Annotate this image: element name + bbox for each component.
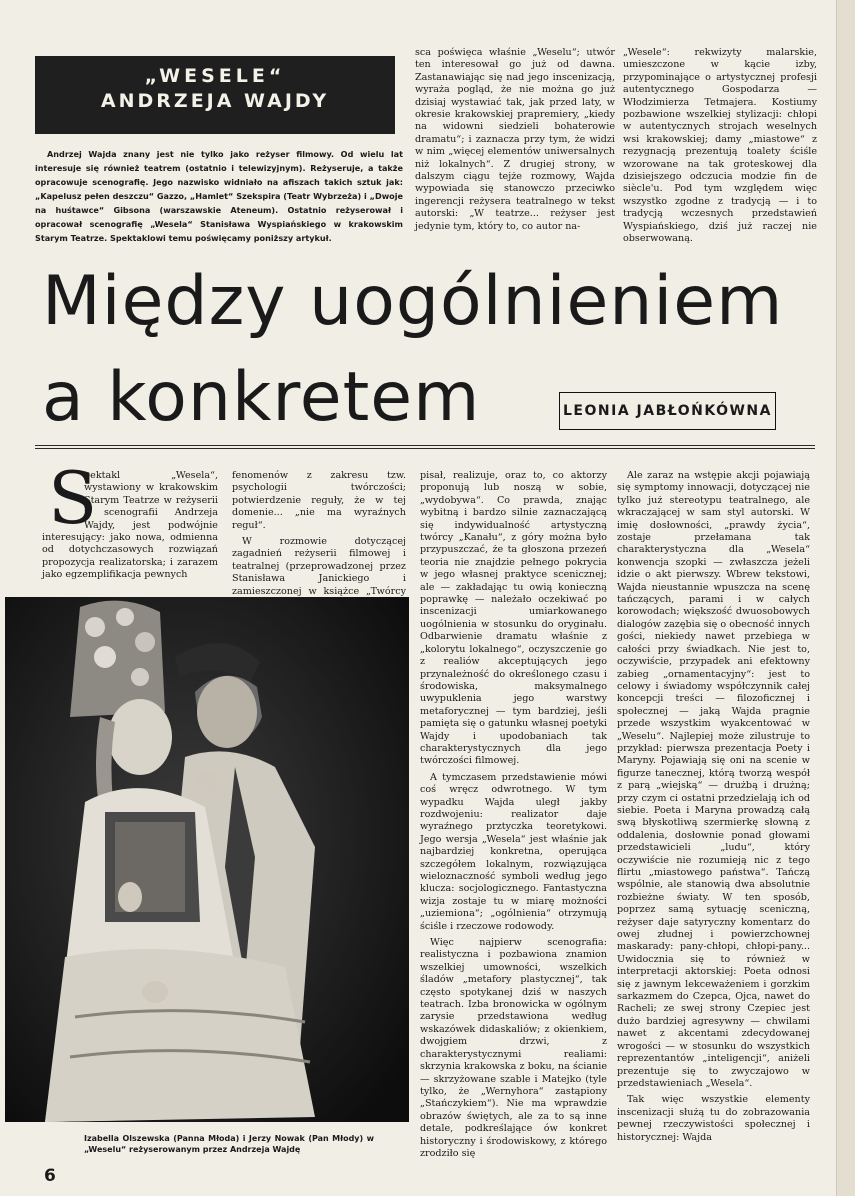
author-name: LEONIA JABŁOŃKÓWNA <box>563 403 772 419</box>
header-box <box>35 56 395 134</box>
drop-cap-space <box>42 470 84 532</box>
column-c-p1: pisał, realizuje, oraz to, co aktorzy proponują lub noszą w sobie, „wydobywa“. Co prawda, znając wybitną i bardzo silnie zaznaczającą się indywidualność artystyczną twórcy „Kanału“, z góry można było przypuszczać, że ta głoszona przezeń teoria nie znajdzie pełnego pokrycia w jego własnej praktyce scenicznej; ale — zakładając tu owią konieczną poprawkę — należało oczekiwać po inscenizacji umiarkowanego uogólnienia w stosunku do oryginału. Odbarwienie dramatu właśnie z „kolorytu lokalnego“, oczyszczenie go z realiów akceptujących jego przynależność do określonego czasu i środowiska, maksymalnego uwypuklenia jego warstwy metaforycznej — tym bardziej, jeśli pamięta się o gatunku własnej poetyki Wajdy i upodobaniach tak charakterystycznych dla jego twórczości filmowej. <box>420 470 607 767</box>
photo-caption: Izabella Olszewska (Panna Młoda) i Jerzy Nowak (Pan Młody) w „Weselu“ reżyserowanym przez Andrzeja Wajdę <box>84 1134 374 1154</box>
column-d-p1: Ale zaraz na wstępie akcji pojawiają się symptomy innowacji, dotyczącej nie tylko już stereotypu teatralnego, ale wkraczającej w sam styl autorski. W imię dosłowności, „prawdy życia“, zostaje przełamana tak charakterystyczna dla „Wesela“ konwencja szopki — zwłaszcza jeżeli idzie o akt pierwszy. Wbrew tekstowi, Wajda nieustannie wpuszcza na scenę tańczących, parami i w całych korowodach; większość dwuosobowych dialogów zazębia się o obecność innych gości, niekiedy nawet przebiega w całości przy świadkach. Nie jest to, oczywiście, przypadek ani efektowny zabieg „ornamentacyjny“: jest to celowy i świadomy współczynnik całej koncepcji treści — filozoficznej i społecznej — jaką Wajda pragnie przede wszystkim wyakcentować w „Weselu“. Najlepiej może zilustruje to przykład: pierwsza prezentacja Poety i Maryny. Pojawiają się oni na scenie w figurze tanecznej, którą tworzą wespół z parą „wiejską“ — drużbą i drużną; przy czym ci ostatni przedzielają ich od siebie. Poeta i Maryna prowadzą całą swą błyskotliwą szermierkę słowną z oddalenia, dosłownie ponad głowami przedstawicieli „ludu“, który oczywiście nie rozumieją nic z tego flirtu „miastowego państwa“. Tańczą wspólnie, ale stanowią dwa absolutnie rozbieżne światy. W ten sposób, poprzez samą sytuację sceniczną, reżyser daje satyryczny komentarz do owej złudnej i powierzchownej maskarady: pany-chłopi, chłopi-pany... Uwidocznia się to również w interpretacji aktorskiej: Poeta odnosi się z jawnym lekceważeniem i gorzkim sarkazmem do Czepca, Ojca, nawet do Racheli; ze swej strony Czepiec jest dużo bardziej agresywny — chwilami nawet z akcentami zdecydowanej wrogości — w stosunku do wszystkich reprezentantów „inteligencji“, aniżeli prezentuje się to zwyczajowo w przedstawieniach „Wesela“. <box>617 470 810 1089</box>
title-line-2: a konkretem <box>42 358 481 437</box>
column-a <box>42 470 218 582</box>
divider-rule <box>35 445 815 446</box>
intro-paragraph: Andrzej Wajda znany jest nie tylko jako reżyser filmowy. Od wielu lat interesuje się również teatrem (ostatnio i telewizyjnym). Reżyseruje, a także opracowuje scenografię. Jego nazwisko widniało na afiszach takich sztuk jak: „Kapelusz pełen deszczu“ Gazzo, „Hamlet“ Szekspira (Teatr Wybrzeża) i „Dwoje na huśtawce“ Gibsona (warszawskie Ateneum). Ostatnio reżyserował i opracował scenografię „Wesela“ Stanisława Wyspiańskiego w krakowskim Starym Teatrze. Spektaklowi temu poświęcamy poniższy artykuł. <box>35 149 403 243</box>
stage-photo <box>5 597 409 1122</box>
column-d <box>617 470 810 1144</box>
column-b-p1: fenomenów z zakresu tzw. psychologii twórczości; potwierdzenie reguły, że w tej domenie... „nie ma wyraźnych reguł“. <box>232 470 406 531</box>
header-line-2: ANDRZEJA WAJDY <box>100 90 330 112</box>
drop-cap: S <box>48 456 98 540</box>
top-column-2-text: sca poświęca właśnie „Weselu“; utwór ten interesował go już od dawna. Zastanawiając się nad jego inscenizacją, wyraża pogląd, że nie można go już dzisiaj wystawiać tak, jak przed laty, w okresie krakowskiej prapremiery, „kiedy na widowni siedzieli bohaterowie dramatu“; i zaznacza przy tym, że widzi w nim „więcej elementów uniwersalnych niż lokalnych“. Z drugiej strony, w dalszym ciągu tejże rozmowy, Wajda wypowiada się stanowczo przeciwko ingerencji reżysera teatralnego w tekst autorski: „W teatrze... reżyser jest jedynie tym, który to, co autor na- <box>415 47 615 232</box>
column-b-p2: W rozmowie dotyczącej zagadnień reżyserii filmowej i teatralnej (przeprowadzonej przez Stanisława Janickiego i zamieszczonej w książce „Twórcy <box>232 536 406 597</box>
column-c <box>420 470 607 1160</box>
top-column-3-text: „Wesele“: rekwizyty malarskie, umieszczone w kącie izby, przypominające o artystycznej profesji autentycznego Gospodarza — Włodzimierza Tetmajera. Kostiumy pozbawione wszelkiej stylizacji: chłopi w autentycznych strojach weselnych wsi krakowskiej; damy „miastowe“ z rezygnacją prezentują toalety ściśle wzorowane na tak groteskowej dla dzisiejszego odczucia modzie fin de siècle'u. Pod tym względem więc wszystko zgodne z tradycją — i to tradycją wczesnych przedstawień Wyspiańskiego, dziś już raczej nie obserwowaną. <box>623 47 817 245</box>
header-line-1: „WESELE“ <box>144 65 286 87</box>
top-column-2 <box>415 47 615 233</box>
page-edge <box>836 0 855 1196</box>
top-column-3 <box>623 47 817 246</box>
page-number: 6 <box>44 1166 56 1186</box>
photo-illustration <box>5 597 409 1122</box>
divider-rule-2 <box>35 448 815 449</box>
column-c-p3: Więc najpierw scenografia: realistyczna i pozbawiona znamion wszelkiej umowności, wszelkich śladów „metafory plastycznej“, tak często spotykanej dziś w naszych teatrach. Izba bronowicka w ogólnym zarysie przedstawiona według wskazówek didaskaliów; z okienkiem, dwojgiem drzwi, z charakterystycznymi realiami: skrzynia krakowska z boku, na ścianie — skrzyżowane szable i Matejko (tyle tylko, że „Wernyhora“ zastąpiony „Stańczykiem“). Nie ma wprawdzie obrazów świętych, ale za to są inne detale, podkreślające ów konkret historyczny i środowiskowy, z którego zrodziło się <box>420 937 607 1159</box>
title-line-1: Między uogólnieniem <box>42 262 784 341</box>
column-b <box>232 470 406 610</box>
author-box <box>559 392 776 430</box>
column-d-p2: Tak więc wszystkie elementy inscenizacji służą tu do zobrazowania pewnej rzeczywistości społecznej i historycznej: Wajda <box>617 1094 810 1143</box>
column-a-body: pektakl „Wesela“, wystawiony w krakowskim Starym Teatrze w reżyserii i scenografii Andrzeja Wajdy, jest podwójnie interesujący: jako nowa, odmienna od dotychczasowych rozwiązań propozycja realizatorska; i zarazem jako egzemplifikacja pewnych <box>42 470 218 581</box>
column-a-text <box>42 470 218 582</box>
column-c-p2: A tymczasem przedstawienie mówi coś wręcz odwrotnego. W tym wypadku Wajda uległ jakby rozdwojeniu: realizator daje wyraźnego prztyczka teoretykowi. Jego wersja „Wesela“ jest właśnie jak najbardziej konkretna, operująca szczegółem lokalnym, rozwiązująca wieloznaczność symboli według jego klucza: socjologicznego. Fantastyczna wizja zostaje tu w miarę możności „uziemiona“; „ogólnienia“ otrzymują ściśle i rzeczowe rodowody. <box>420 771 607 932</box>
